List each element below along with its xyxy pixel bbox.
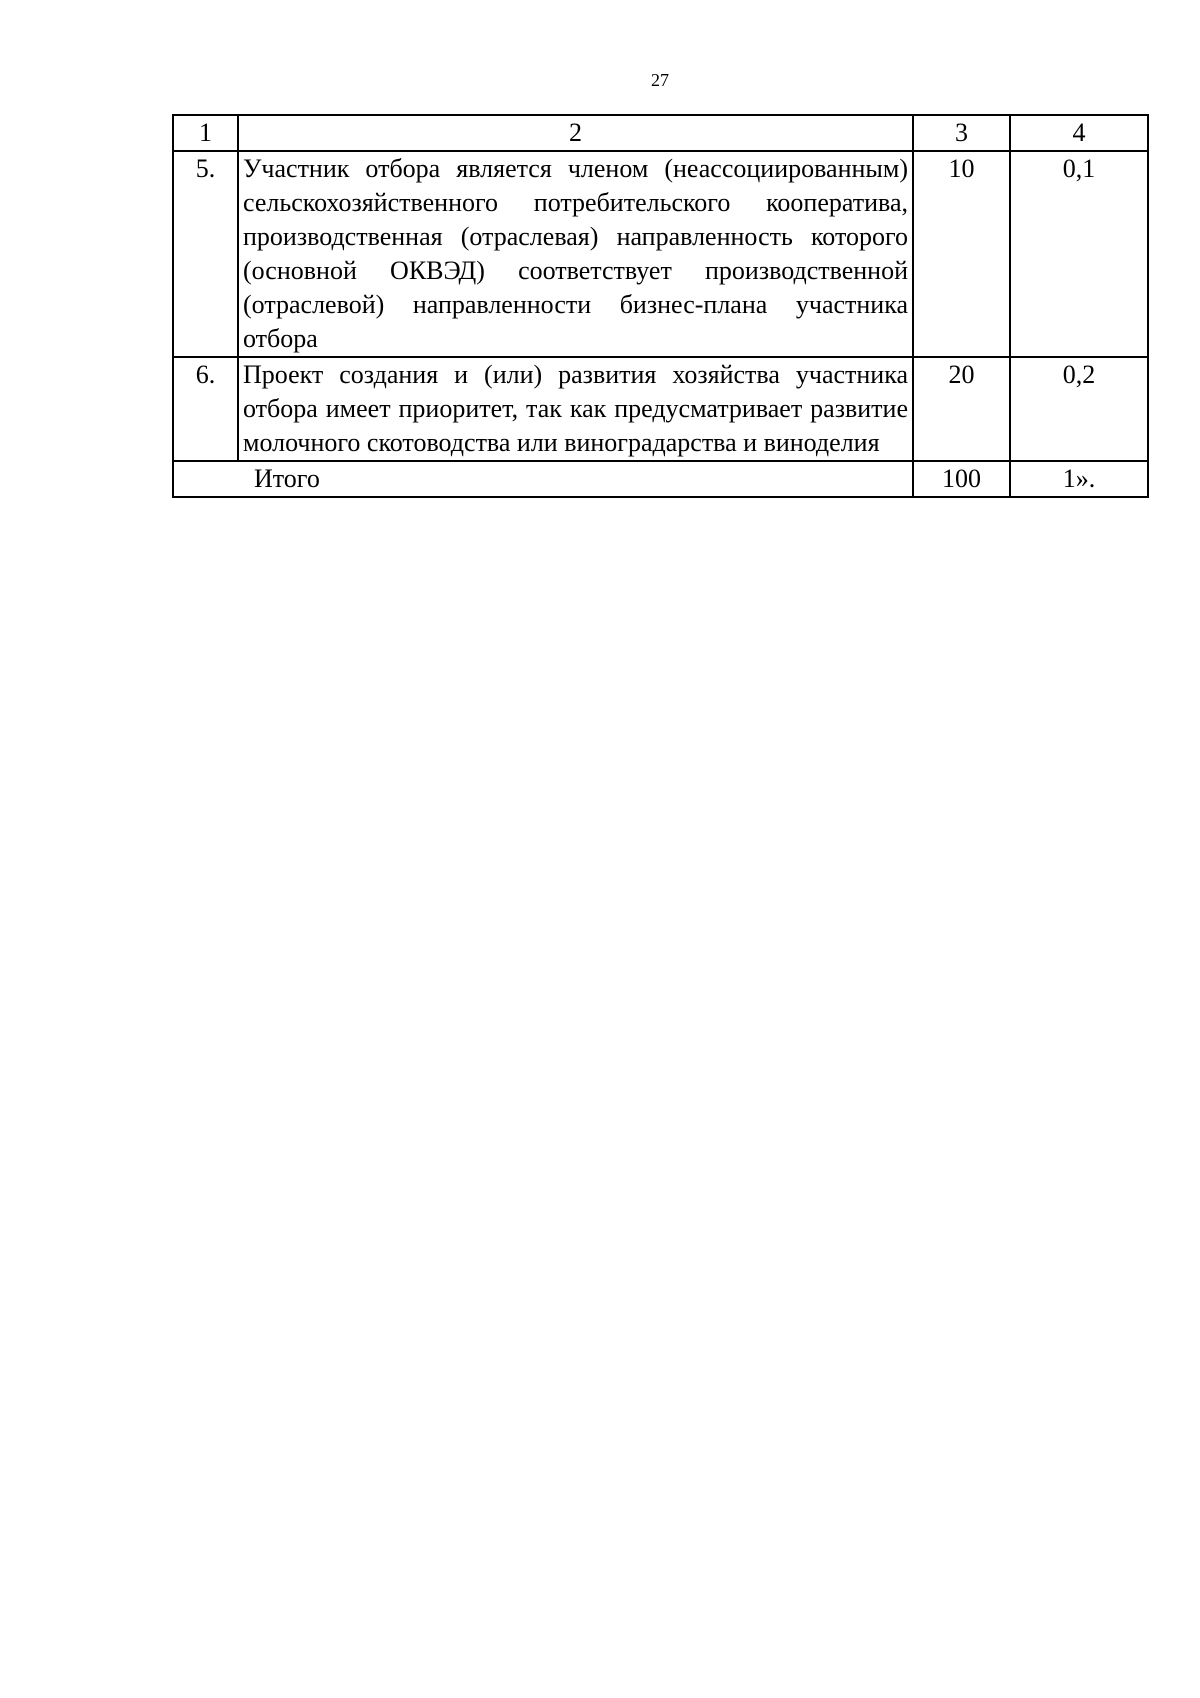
criterion-weight: 0,2 bbox=[1010, 357, 1148, 461]
total-score: 100 bbox=[913, 461, 1010, 497]
criterion-score: 20 bbox=[913, 357, 1010, 461]
total-row bbox=[173, 461, 1148, 497]
row-number: 5. bbox=[173, 151, 238, 357]
total-label: Итого bbox=[173, 461, 913, 497]
criterion-text: Проект создания и (или) развития хозяйства участника отбора имеет приоритет, так как предусматривает развитие молочного скотоводства или виноградарства и виноделия bbox=[238, 357, 913, 461]
row-number: 6. bbox=[173, 357, 238, 461]
table-row bbox=[173, 357, 1148, 461]
table-row bbox=[173, 151, 1148, 357]
header-cell: 1 bbox=[173, 115, 238, 151]
total-weight: 1». bbox=[1010, 461, 1148, 497]
page-number: 27 bbox=[651, 70, 669, 90]
criterion-score: 10 bbox=[913, 151, 1010, 357]
criteria-table bbox=[172, 114, 1149, 498]
header-cell: 2 bbox=[238, 115, 913, 151]
header-cell: 4 bbox=[1010, 115, 1148, 151]
header-cell: 3 bbox=[913, 115, 1010, 151]
criterion-weight: 0,1 bbox=[1010, 151, 1148, 357]
criterion-text: Участник отбора является членом (неассоциированным) сельскохозяйственного потребительского кооператива, производственная (отраслевая) направленность которого (основной ОКВЭД) соответствует производственной (отраслевой) направленности бизнес-плана участника отбора bbox=[238, 151, 913, 357]
table-header-row bbox=[173, 115, 1148, 151]
